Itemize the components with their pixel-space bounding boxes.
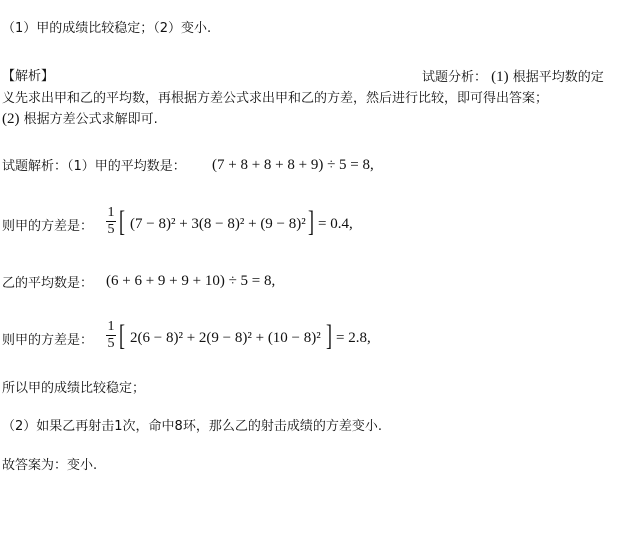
fraction-one-fifth-a xyxy=(106,206,116,237)
fraction-denominator: 5 xyxy=(107,336,115,351)
analysis-lead: 试题分析： xyxy=(422,70,488,85)
right-bracket-b: ] xyxy=(326,319,332,352)
solution-line-1-label: 试题解析：（1）甲的平均数是： xyxy=(2,159,186,174)
right-bracket-a: ] xyxy=(308,205,314,238)
fraction-denominator: 5 xyxy=(107,222,115,237)
solution-line-2-label: 则甲的方差是： xyxy=(2,219,94,234)
solution-line-4-result: = 2.8, xyxy=(336,330,371,346)
analysis-part-3-row xyxy=(2,110,158,129)
analysis-part-1: 根据平均数的定 xyxy=(512,70,604,85)
analysis-part-2: 义先求出甲和乙的平均数，再根据方差公式求出甲和乙的方差，然后进行比较，即可得出答案； xyxy=(2,91,549,106)
analysis-part-3: 根据方差公式求解即可. xyxy=(23,112,158,127)
solution-line-1-math: (7 + 8 + 8 + 8 + 9) ÷ 5 = 8, xyxy=(212,157,374,173)
solution-line-2-result: = 0.4, xyxy=(318,216,353,232)
solution-line-5: 所以甲的成绩比较稳定； xyxy=(2,381,146,396)
solution-line-3-label: 乙的平均数是： xyxy=(2,276,94,291)
left-bracket-a: [ xyxy=(119,205,125,238)
analysis-num-1: (1) xyxy=(491,69,509,85)
fraction-numerator: 1 xyxy=(107,319,115,334)
solution-line-2-math: (7 − 8)² + 3(8 − 8)² + (9 − 8)² xyxy=(130,216,306,232)
analysis-summary-head xyxy=(422,68,604,87)
solution-line-7: 故答案为：变小. xyxy=(2,458,98,473)
left-bracket-b: [ xyxy=(119,319,125,352)
analysis-label: 【解析】 xyxy=(2,69,55,84)
answer-line: （1）甲的成绩比较稳定；（2）变小. xyxy=(2,21,212,36)
solution-line-4-math: 2(6 − 8)² + 2(9 − 8)² + (10 − 8)² xyxy=(130,330,321,346)
analysis-num-2: (2) xyxy=(2,111,20,127)
fraction-one-fifth-b xyxy=(106,320,116,351)
solution-line-6: （2）如果乙再射击1次，命中8环，那么乙的射击成绩的方差变小. xyxy=(2,419,382,434)
solution-line-4-label: 则甲的方差是： xyxy=(2,333,94,348)
solution-line-3-math: (6 + 6 + 9 + 9 + 10) ÷ 5 = 8, xyxy=(106,273,276,289)
fraction-numerator: 1 xyxy=(107,205,115,220)
